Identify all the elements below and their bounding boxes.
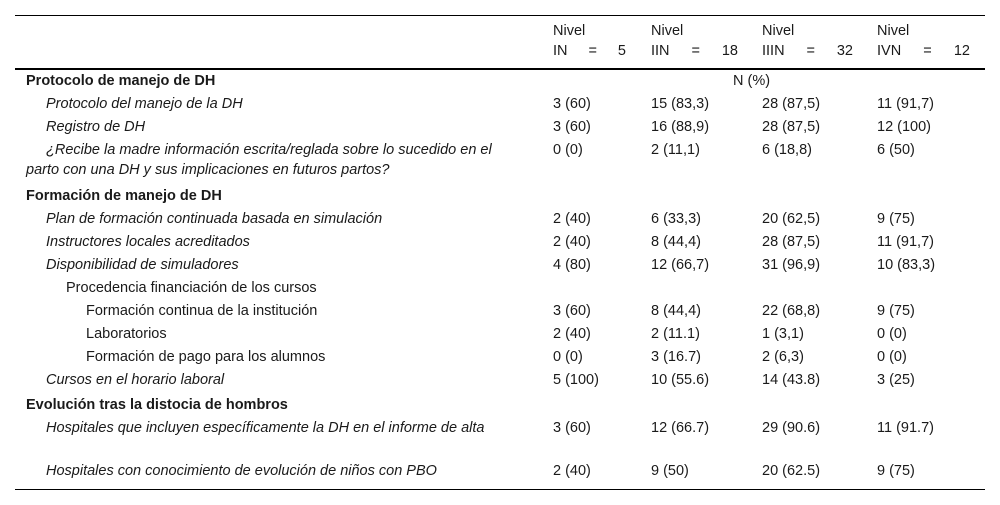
row-label: Registro de DH (46, 119, 146, 135)
level-title: Nivel (877, 23, 910, 39)
row-label: Laboratorios (86, 326, 167, 342)
level-title: Nivel (553, 23, 586, 39)
cell-value: 9 (50) (651, 463, 689, 479)
level-title: Nivel (762, 23, 795, 39)
cell-value: 10 (83,3) (877, 257, 936, 273)
level-n: 12 (953, 43, 970, 59)
row-label: Formación continua de la institución (86, 303, 318, 319)
cell-value: 3 (60) (553, 420, 591, 436)
cell-value: 2 (11.1) (651, 326, 700, 342)
cell-value: 11 (91,7) (877, 234, 934, 250)
level-equals: = (923, 43, 932, 59)
level-n: 18 (721, 43, 738, 59)
cell-value: 12 (100) (877, 119, 932, 135)
level-header-1 (553, 21, 626, 61)
row-label: Disponibilidad de simuladores (46, 257, 239, 273)
cell-value: 11 (91.7) (877, 420, 934, 436)
cell-value: 31 (96,9) (762, 257, 821, 273)
cell-value: 12 (66.7) (651, 420, 710, 436)
cell-value: 6 (18,8) (762, 142, 812, 158)
row-label: Hospitales con conocimiento de evolución de niños con PBO (46, 463, 437, 479)
row-label: Protocolo del manejo de la DH (46, 96, 243, 112)
cell-value: 0 (0) (877, 326, 907, 342)
level-code: IIN (651, 43, 670, 59)
cell-value: 6 (50) (877, 142, 915, 158)
section-heading: Evolución tras la distocia de hombros (26, 397, 288, 413)
cell-value: 29 (90.6) (762, 420, 821, 436)
row-label: Hospitales que incluyen específicamente la DH en el informe de alta (46, 420, 485, 436)
cell-value: 15 (83,3) (651, 96, 710, 112)
level-n: 32 (836, 43, 853, 59)
cell-value: 2 (40) (553, 234, 591, 250)
cell-value: 8 (44,4) (651, 234, 701, 250)
cell-value: 2 (6,3) (762, 349, 804, 365)
cell-value: 9 (75) (877, 211, 915, 227)
cell-value: 2 (11,1) (651, 142, 700, 158)
cell-value: 28 (87,5) (762, 119, 821, 135)
row-label: Instructores locales acreditados (46, 234, 250, 250)
level-header-3 (762, 21, 853, 61)
header-rule (15, 68, 985, 70)
cell-value: 3 (60) (553, 303, 591, 319)
cell-value: 22 (68,8) (762, 303, 821, 319)
cell-value: 1 (3,1) (762, 326, 804, 342)
level-code: IVN (877, 43, 902, 59)
cell-value: 8 (44,4) (651, 303, 701, 319)
cell-value: 4 (80) (553, 257, 591, 273)
cell-value: 9 (75) (877, 463, 915, 479)
level-n: 5 (617, 43, 626, 59)
cell-value: 0 (0) (553, 349, 583, 365)
cell-value: 9 (75) (877, 303, 915, 319)
units-note: N (%) (733, 73, 771, 89)
level-header-4 (877, 21, 970, 61)
cell-value: 28 (87,5) (762, 234, 821, 250)
section-heading: Formación de manejo de DH (26, 188, 222, 204)
level-header-2 (651, 21, 738, 61)
cell-value: 0 (0) (553, 142, 583, 158)
cell-value: 2 (40) (553, 211, 591, 227)
cell-value: 16 (88,9) (651, 119, 710, 135)
section-heading: Protocolo de manejo de DH (26, 73, 216, 89)
cell-value: 3 (25) (877, 372, 915, 388)
cell-value: 5 (100) (553, 372, 599, 388)
level-code: IIIN (762, 43, 785, 59)
cell-value: 6 (33,3) (651, 211, 701, 227)
row-label: Cursos en el horario laboral (46, 372, 225, 388)
top-rule (15, 15, 985, 16)
cell-value: 20 (62.5) (762, 463, 821, 479)
row-label: Formación de pago para los alumnos (86, 349, 326, 365)
cell-value: 11 (91,7) (877, 96, 934, 112)
level-equals: = (588, 43, 597, 59)
cell-value: 28 (87,5) (762, 96, 821, 112)
row-label: Plan de formación continuada basada en simulación (46, 211, 383, 227)
level-equals: = (691, 43, 700, 59)
cell-value: 0 (0) (877, 349, 907, 365)
level-code: IN (553, 43, 568, 59)
cell-value: 3 (60) (553, 119, 591, 135)
cell-value: 20 (62,5) (762, 211, 821, 227)
cell-value: 14 (43.8) (762, 372, 821, 388)
cell-value: 3 (60) (553, 96, 591, 112)
cell-value: 10 (55.6) (651, 372, 710, 388)
level-title: Nivel (651, 23, 684, 39)
bottom-rule (15, 489, 985, 490)
row-label: Procedencia financiación de los cursos (66, 280, 317, 296)
cell-value: 12 (66,7) (651, 257, 710, 273)
cell-value: 2 (40) (553, 463, 591, 479)
cell-value: 2 (40) (553, 326, 591, 342)
row-label: ¿Recibe la madre información escrita/reglada sobre lo sucedido en el parto con una DH y sus implicaciones en futuros partos? (26, 142, 492, 178)
cell-value: 3 (16.7) (651, 349, 701, 365)
level-equals: = (806, 43, 815, 59)
